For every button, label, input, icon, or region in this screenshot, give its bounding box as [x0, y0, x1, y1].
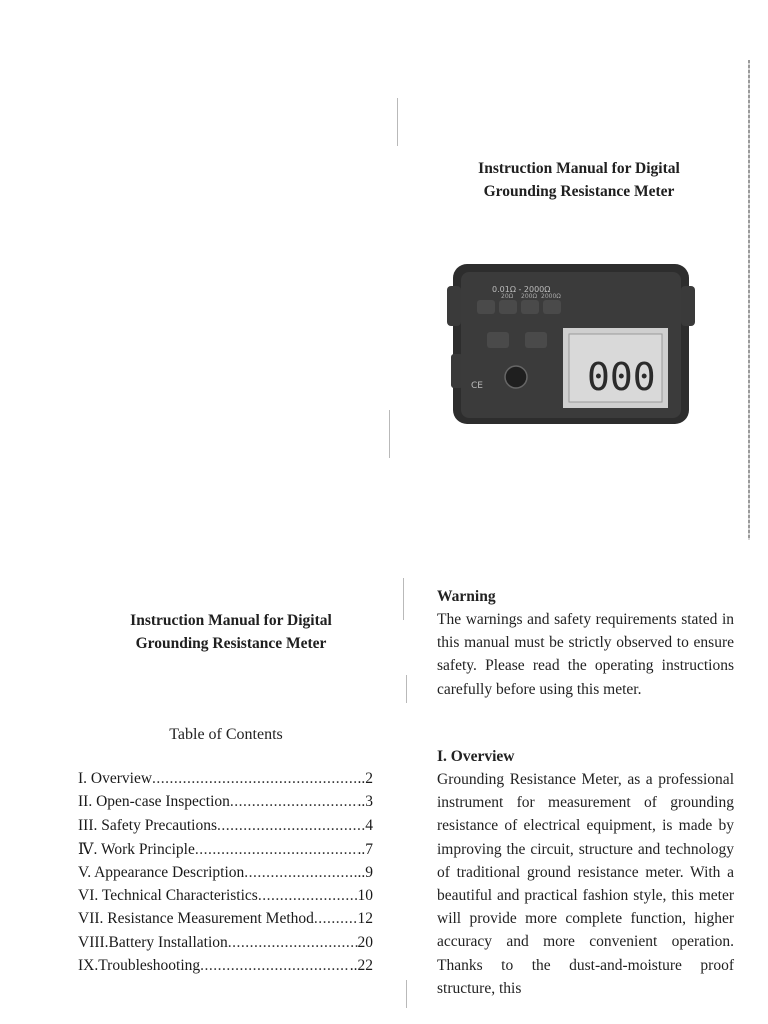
manual-title	[90, 609, 372, 655]
fold-mark	[406, 980, 407, 1008]
svg-text:CE: CE	[471, 381, 483, 391]
toc-row-troubleshooting: IX.Troubleshooting ..... ..22	[78, 957, 373, 980]
toc-row-work-principle: Ⅳ. Work Principle ..... ..7	[78, 840, 373, 863]
fold-mark	[403, 578, 404, 620]
cover-title-line1: Instruction Manual for Digital	[478, 160, 680, 177]
toc-row-appearance: V. Appearance Description ..... ..9	[78, 864, 373, 887]
manual-title-line2: Grounding Resistance Meter	[135, 635, 327, 652]
toc-row-open-case: II. Open-case Inspection ..... ..3	[78, 793, 373, 816]
fold-mark	[389, 410, 390, 458]
meter-range-label: 0.01Ω - 2000Ω	[492, 285, 551, 294]
overview-heading: I. Overview	[437, 748, 515, 765]
toc-row-technical: VI. Technical Characteristics ..... 10	[78, 887, 373, 910]
page-edge-shadow	[748, 60, 750, 540]
svg-text:20Ω: 20Ω	[501, 293, 514, 300]
toc-row-resistance: VII. Resistance Measurement Method ..... 12	[78, 910, 373, 933]
fold-mark	[397, 98, 398, 146]
meter-photo	[447, 262, 695, 428]
manual-title-line1: Instruction Manual for Digital	[130, 612, 332, 629]
toc-row-safety: III. Safety Precautions ..... 4	[78, 817, 373, 840]
toc-row-battery: VIII.Battery Installation ..... 20	[78, 934, 373, 957]
warning-text: The warnings and safety requirements stated in this manual must be strictly observed to ensure safety. Please read the operating instructions carefully before using this meter.	[437, 611, 734, 698]
meter-lcd-value: 000	[587, 355, 656, 399]
overview-text: Grounding Resistance Meter, as a professional instrument for measurement of grounding resistance of electrical equipment, is made by improving the circuit, structure and technology of traditional ground resistance meter. With a beautiful and practical fashion style, this meter will provide more complete function, higher accuracy and more convenient operation. Thanks to the dust-and-moisture proof structure, this	[437, 771, 734, 997]
toc-row-overview: I. Overview ..... ..2	[78, 770, 373, 793]
svg-text:200Ω: 200Ω	[521, 293, 538, 300]
cover-title	[440, 157, 718, 203]
svg-text:2000Ω: 2000Ω	[541, 293, 561, 300]
warning-heading: Warning	[437, 588, 496, 605]
warning-section	[437, 585, 734, 701]
toc-heading: Table of Contents	[169, 726, 283, 743]
fold-mark	[406, 675, 407, 703]
table-of-contents	[78, 770, 373, 981]
overview-section	[437, 745, 734, 1000]
cover-title-line2: Grounding Resistance Meter	[483, 183, 675, 200]
